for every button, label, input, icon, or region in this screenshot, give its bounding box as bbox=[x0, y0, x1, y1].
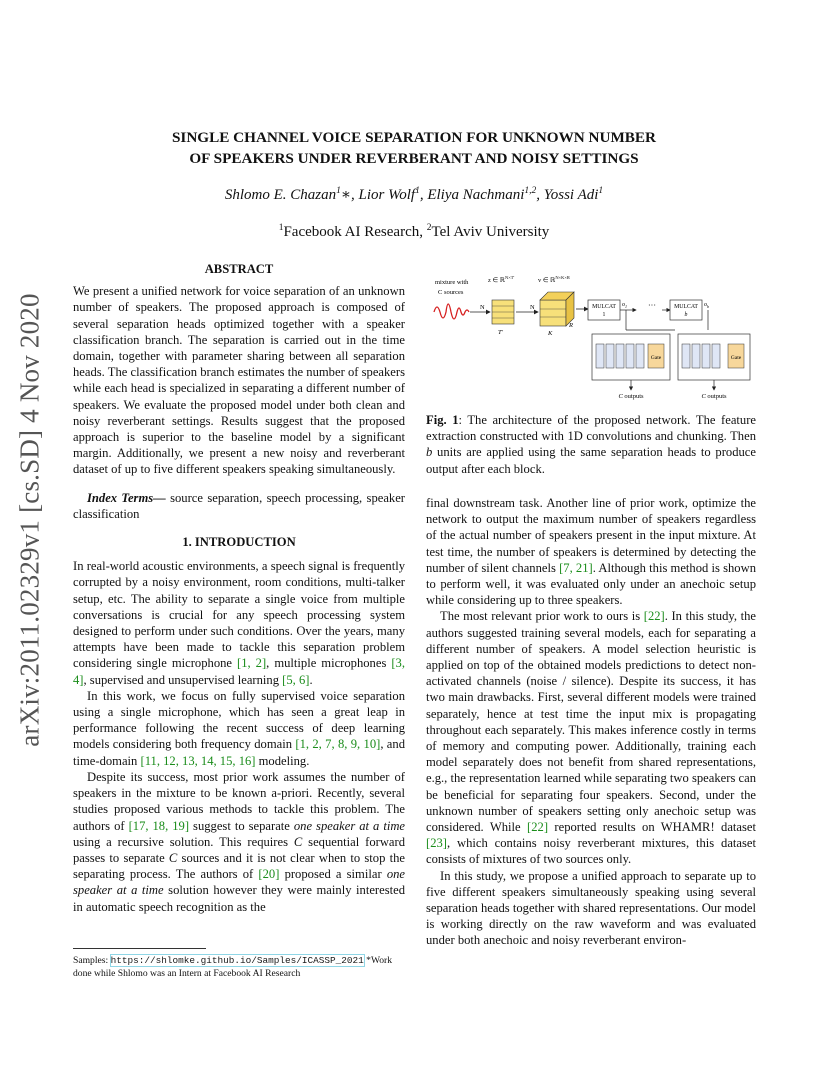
gate-b-label: Gate bbox=[730, 355, 742, 361]
abstract-text: We present a unified network for voice separation of an unknown number of speakers. The proposed approach is composed of several separation heads optimized together with a speaker classification branch. The separation is carried out in the time domain, together with parameter sharing between all separation heads. The classification branch estimates the number of speakers while each head is specialized in separating a different number of speakers. We evaluate the proposed model under both clean and noisy reverberant settings. Results suggest that the proposed approach is superior to the baseline model by a significant margin. Additionally, we present a new noisy and reverberant dataset of up to five different speakers speaking simultaneously. bbox=[73, 284, 405, 477]
v-tensor-block bbox=[540, 292, 574, 326]
author-4: Yossi Adi bbox=[543, 187, 599, 203]
index-terms-text: source separation, speech processing, speaker classification bbox=[73, 490, 405, 521]
right-paragraph-2: The most relevant prior work to ours is [22]. In this study, the authors suggested training several models, each for separating a different number of speakers. A model selection heuristic is applied on top of the obtained models predictions to detect non-activated channels (noise / silence). Despite its success, it has two main drawbacks. First, several different models were trained separately, hence at test time the input mix is propagating throughout each separately. This makes inference costly in terms of memory and computing power. Additionally, training each model separately does not benefit from shared representations, e.g., the representation learned while separating two speakers can be beneficial for separating four speakers. Second, under the unknown number of speakers setting only anechoic setup was considered. While [22] reported results on WHAMR! dataset [23], which contains noisy reverberant mixtures, this dataset consists of mixtures of two sources only. bbox=[426, 609, 757, 867]
head-1-outputs: C outputs bbox=[618, 393, 644, 400]
v-label: v ∈ ℝ$^{N\times K\times R}$ bbox=[538, 275, 570, 284]
mulcat-b-index: b bbox=[684, 312, 688, 318]
citation-link[interactable]: [7, 21] bbox=[559, 560, 593, 575]
mulcat-b-label: MULCAT bbox=[674, 304, 698, 310]
title-line-2: OF SPEAKERS UNDER REVERBERANT AND NOISY SETTINGS bbox=[189, 150, 639, 167]
samples-url-link[interactable]: https://shlomke.github.io/Samples/ICASSP_2021 bbox=[110, 955, 364, 966]
intro-paragraph-2: In this work, we focus on fully supervised voice separation using a single microphone, which has seen a great leap in performance following the recent success of deep learning models considering both frequency domain [1, 2, 7, 8, 9, 10], and time-domain [11, 12, 13, 14, 15, 16] modeling. bbox=[73, 688, 405, 768]
citation-link[interactable]: [23] bbox=[426, 836, 447, 851]
index-terms bbox=[73, 490, 405, 522]
gate-1-label: Gate bbox=[650, 355, 662, 361]
ob-label: $o_b$ bbox=[704, 302, 709, 309]
citation-link[interactable]: [22] bbox=[527, 820, 549, 835]
head-b-outputs: C outputs bbox=[701, 393, 727, 400]
head-1-channels bbox=[596, 344, 644, 368]
affil-2-mark: 2 bbox=[426, 223, 432, 233]
footnote-note: *Work done while Shlomo was an Intern at Facebook AI Research bbox=[73, 955, 393, 979]
intro-paragraph-3: Despite its success, most prior work assumes the number of speakers in the mixture to be known a-priori. Recently, several studies proposed various methods to tackle this problem. The authors of [17, 18, 19] suggest to separate one speaker at a time using a recursive solution. This requires C sequential forward passes to separate C sources and it is not clear when to stop the separating process. The authors of [20] proposed a similar one speaker at a time solution however they were mainly interested in automatic speech recognition as the bbox=[73, 769, 406, 914]
affil-2: Tel Aviv University bbox=[431, 224, 550, 240]
citation-link[interactable]: [11, 12, 13, 14, 15, 16] bbox=[140, 753, 256, 768]
author-3-affil: 1,2 bbox=[524, 186, 537, 196]
author-4-affil: 1 bbox=[598, 186, 604, 196]
author-list: Shlomo E. Chazan$^1$∗, Lior Wolf$^1$, Eliya Nachmani$^{1,2}$, Yossi Adi$^1$ bbox=[224, 186, 604, 203]
citation-link[interactable]: [22] bbox=[643, 609, 665, 624]
affil-1: Facebook AI Research, bbox=[283, 224, 427, 240]
ellipsis: ··· bbox=[648, 301, 656, 310]
mixture-label-2: C sources bbox=[438, 289, 464, 296]
right-column bbox=[426, 495, 756, 949]
title-line-1: SINGLE CHANNEL VOICE SEPARATION FOR UNKNOWN NUMBER bbox=[171, 129, 657, 146]
n-label-1: N bbox=[480, 304, 485, 311]
author-1: Shlomo E. Chazan bbox=[224, 187, 337, 203]
r-label: R bbox=[569, 322, 573, 329]
intro-heading: 1. INTRODUCTION bbox=[182, 535, 296, 550]
citation-link[interactable]: [17, 18, 19] bbox=[128, 818, 190, 833]
citation-link[interactable]: [1, 2, 7, 8, 9, 10] bbox=[295, 737, 381, 752]
affiliations bbox=[0, 224, 828, 241]
citation-link[interactable]: [3, 4] bbox=[73, 656, 405, 687]
affil-1-mark: 1 bbox=[278, 223, 284, 233]
figure-caption: Fig. 1: The architecture of the proposed network. The feature extraction constructed with 1D convolutions and chunking. Then b units are applied using the same separation heads to produce output after each block. bbox=[426, 413, 756, 476]
figure-label: Fig. 1 bbox=[426, 413, 459, 427]
z-label: z ∈ ℝ$^{N\times T'}$ bbox=[488, 275, 515, 284]
o1-label: $o_1$ bbox=[622, 302, 627, 309]
mulcat-1-index: 1 bbox=[602, 312, 606, 318]
citation-link[interactable]: [1, 2] bbox=[237, 656, 267, 671]
n-label-2: N bbox=[530, 304, 535, 311]
author-2: Lior Wolf bbox=[358, 187, 416, 203]
k-label: K bbox=[548, 330, 553, 337]
author-3: Eliya Nachmani bbox=[427, 187, 525, 203]
left-column bbox=[73, 261, 405, 915]
author-1-affil: 1 bbox=[336, 186, 341, 196]
arxiv-identifier bbox=[6, 290, 54, 750]
t-prime-label: T' bbox=[498, 329, 504, 336]
intro-paragraph-1: In real-world acoustic environments, a speech signal is frequently corrupted by a noisy environment, room conditions, multi-talker setup, etc. The ability to separate a single voice from multiple conversations is crucial for any speech processing system designed to perform under such conditions. Over the years, many attempts have been made to tackle this separation problem considering single microphone [1, 2], multiple microphones [3, 4], supervised and unsupervised learning [5, 6]. bbox=[73, 559, 405, 687]
right-paragraph-3: In this study, we propose a unified approach to separate up to five different speakers simultaneously speaking using several separation heads together with shared representations. Our model is working directly on the raw waveform and was evaluated under both anechoic and noisy reverberant environ- bbox=[426, 868, 756, 948]
footnote bbox=[73, 955, 405, 980]
waveform-icon bbox=[434, 304, 469, 319]
footnote-label: Samples: bbox=[73, 955, 111, 966]
mulcat-1-label: MULCAT bbox=[592, 304, 616, 310]
arxiv-identifier-text: arXiv:2011.02329v1 [cs.SD] 4 Nov 2020 bbox=[14, 293, 45, 747]
paper-title bbox=[0, 127, 828, 169]
mixture-label-1: mixture with bbox=[435, 279, 469, 286]
citation-link[interactable]: [20] bbox=[258, 867, 280, 882]
author-2-affil: 1 bbox=[415, 186, 420, 196]
architecture-diagram bbox=[430, 272, 755, 402]
right-paragraph-1: final downstream task. Another line of prior work, optimize the network to output the maximum number of speakers regardless of the actual number of speakers present in the input mixture. At test time, the number of speakers is determined by detecting the number of silent channels [7, 21]. Although this method is shown to perform well, it was evaluated only under an anechoic setup while considering up to three speakers. bbox=[426, 496, 756, 608]
index-terms-label: Index Terms— bbox=[87, 490, 166, 505]
author-1-mark: ∗ bbox=[340, 187, 352, 203]
abstract-heading: ABSTRACT bbox=[204, 262, 274, 276]
citation-link[interactable]: [5, 6] bbox=[282, 672, 310, 687]
footnote-rule bbox=[73, 948, 206, 949]
